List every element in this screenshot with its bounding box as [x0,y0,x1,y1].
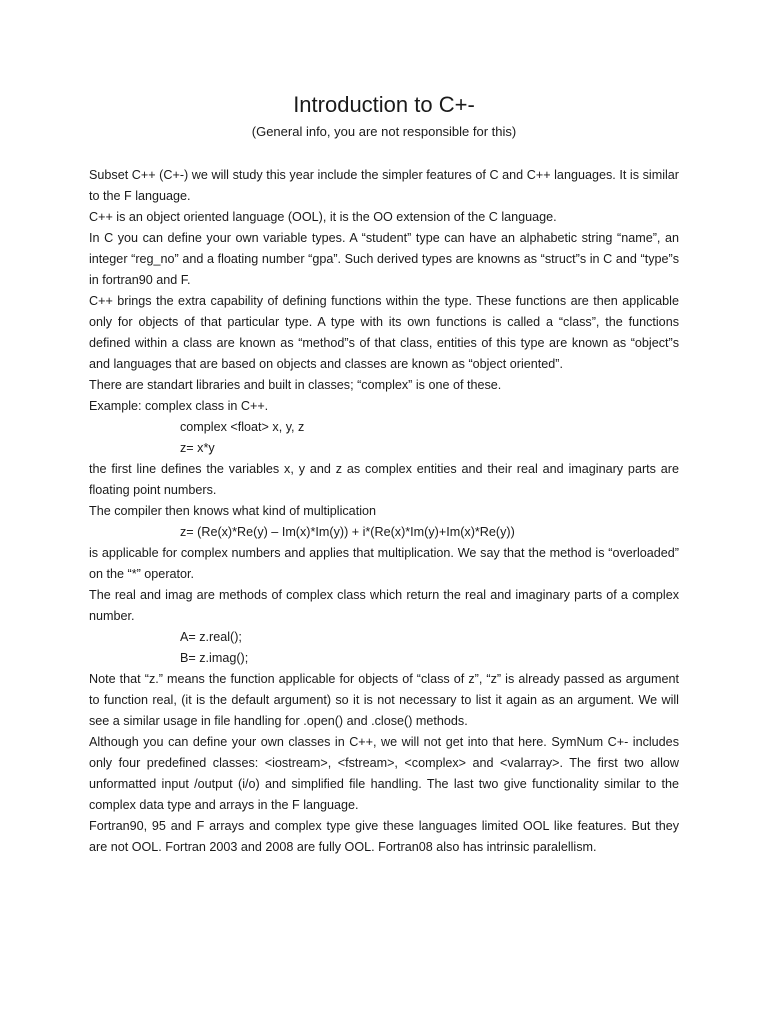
paragraph-real-imag: The real and imag are methods of complex class which return the real and imaginary parts of a complex number. [89,588,679,623]
paragraph-ool: C++ is an object oriented language (OOL), it is the OO extension of the C language. [89,210,557,224]
paragraph-first-line: the first line defines the variables x, y and z as complex entities and their real and imaginary parts are floating point numbers. [89,462,679,497]
paragraph-symnum: Although you can define your own classes in C++, we will not get into that here. SymNum C+- includes only four predefined classes: <iostream>, <fstream>, <complex> and <valarray>. The first two allow unformatted input /output (i/o) and simplified file handling. The last two give functionality similar to the complex data type and arrays in the F language. [89,735,679,812]
paragraph-variable-types: In C you can define your own variable types. A “student” type can have an alphabetic string “name”, an integer “reg_no” and a floating number “gpa”. Such derived types are knowns as “struct”s in C and “type”s in fortran90 and F. [89,231,679,287]
paragraph-example-heading: Example: complex class in C++. [89,399,269,413]
code-product: z= x*y [180,441,215,455]
paragraph-fortran: Fortran90, 95 and F arrays and complex type give these languages limited OOL like features. But they are not OOL. Fortran 2003 and 2008 are fully OOL. Fortran08 also has intrinsic paralellism. [89,819,679,854]
document-title: Introduction to C+- [293,92,475,117]
code-real-call: A= z.real(); [180,630,242,644]
document-body [89,165,679,858]
code-imag-call: B= z.imag(); [180,651,249,665]
document-subtitle: (General info, you are not responsible for this) [251,124,517,139]
paragraph-classes: C++ brings the extra capability of defining functions within the type. These functions are then applicable only for objects of that particular type. A type with its own functions is called a “class”, the functions defined within a class are known as “method”s of that class, entities of this type are known as “object”s and languages that are based on objects and classes are known as “object oriented”. [89,294,679,371]
code-expansion: z= (Re(x)*Re(y) – Im(x)*Im(y)) + i*(Re(x)*Im(y)+Im(x)*Re(y)) [180,525,515,539]
paragraph-subset-intro: Subset C++ (C+-) we will study this year include the simpler features of C and C++ languages. It is similar to the F language. [89,168,679,203]
code-declaration: complex <float> x, y, z [180,420,305,434]
paragraph-note: Note that “z.” means the function applicable for objects of “class of z”, “z” is already passed as argument to function real, (it is the default argument) so it is not necessary to list it again as an argument. We will see a similar usage in file handling for .open() and .close() methods. [89,672,679,728]
paragraph-compiler: The compiler then knows what kind of multiplication [89,504,376,518]
paragraph-standard-libraries: There are standart libraries and built in classes; “complex” is one of these. [89,378,502,392]
paragraph-overloaded: is applicable for complex numbers and applies that multiplication. We say that the method is “overloaded” on the “*” operator. [89,546,679,581]
